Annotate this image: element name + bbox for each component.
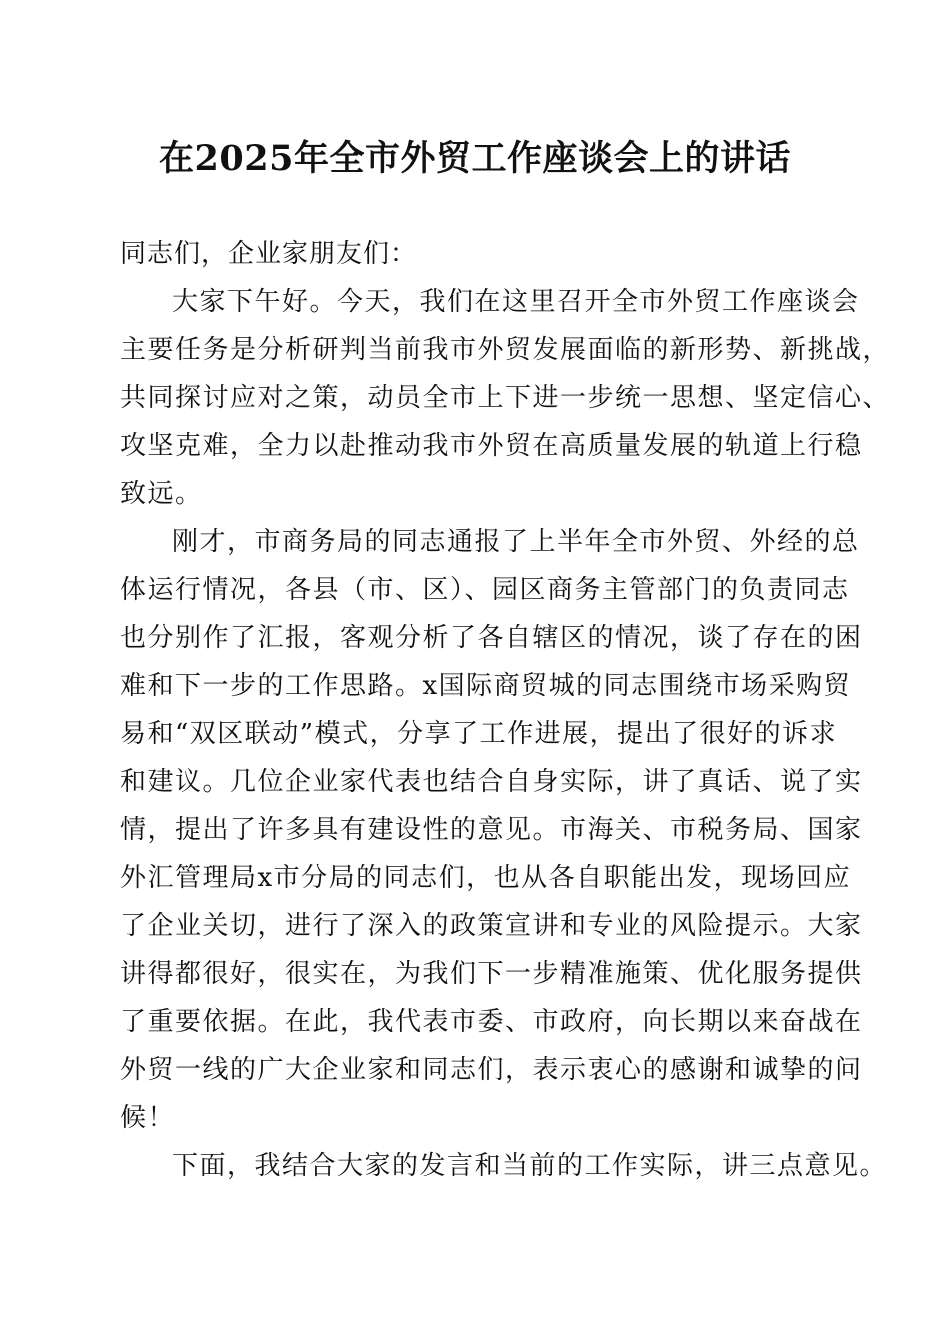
text-line: 攻坚克难，全力以赴推动我市外贸在高质量发展的轨道上行稳 [120,431,863,461]
text-line: 刚才，市商务局的同志通报了上半年全市外贸、外经的总 [172,527,860,557]
paragraph-transition [120,1142,888,1190]
text-line: 易和“双区联动”模式，分享了工作进展，提出了很好的诉求 [120,719,838,749]
document-body [120,278,891,1190]
text-line: 致远。 [120,479,203,509]
text-line: 和建议。几位企业家代表也结合自身实际，讲了真话、说了实 [120,767,863,797]
text-line: 下面，我结合大家的发言和当前的工作实际，讲三点意见。 [172,1151,888,1181]
text-line: 大家下午好。今天，我们在这里召开全市外贸工作座谈会 [172,287,860,317]
text-line: 候！ [120,1103,176,1133]
text-line: 外汇管理局x市分局的同志们，也从各自职能出发，现场回应 [120,863,852,893]
text-line: 体运行情况，各县（市、区）、园区商务主管部门的负责同志 [120,575,850,605]
text-line: 共同探讨应对之策，动员全市上下进一步统一思想、坚定信心、 [120,383,891,413]
text-line: 情，提出了许多具有建设性的意见。市海关、市税务局、国家 [120,815,863,845]
text-line: 讲得都很好，很实在，为我们下一步精准施策、优化服务提供 [120,959,863,989]
document-title: 在2025年全市外贸工作座谈会上的讲话 [159,138,791,179]
text-line: 难和下一步的工作思路。x国际商贸城的同志围绕市场采购贸 [120,671,852,701]
text-line: 也分别作了汇报，客观分析了各自辖区的情况，谈了存在的困 [120,623,863,653]
paragraph-summary [120,518,863,1142]
text-line: 了企业关切，进行了深入的政策宣讲和专业的风险提示。大家 [120,911,863,941]
salutation: 同志们，企业家朋友们： [120,239,418,269]
text-line: 了重要依据。在此，我代表市委、市政府，向长期以来奋战在 [120,1007,863,1037]
text-line: 外贸一线的广大企业家和同志们，表示衷心的感谢和诚挚的问 [120,1055,863,1085]
paragraph-opening [120,278,891,518]
text-line: 主要任务是分析研判当前我市外贸发展面临的新形势、新挑战， [120,335,891,365]
